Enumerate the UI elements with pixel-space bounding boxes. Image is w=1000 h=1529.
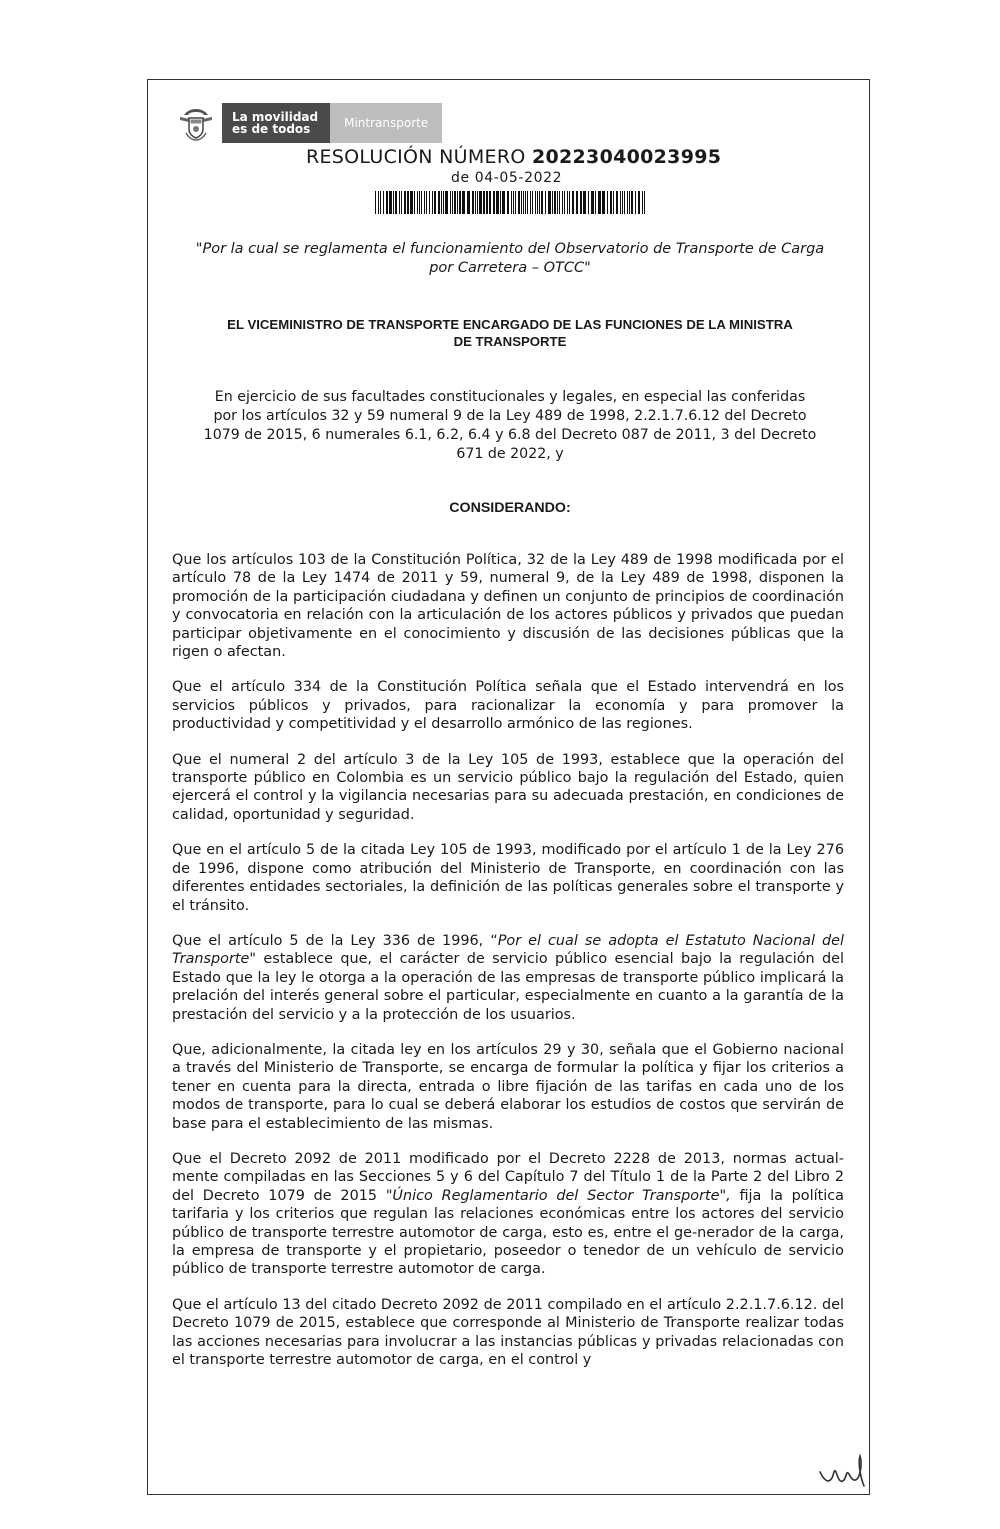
barcode-bar (518, 191, 520, 214)
barcode-bar (507, 191, 509, 214)
barcode-bar (457, 191, 458, 214)
barcode-bar (438, 191, 440, 214)
barcode-bar (541, 191, 543, 214)
paragraph-4: Que en el artículo 5 de la citada Ley 105 de 1993, modificado por el artículo 1 de la Ley 276 de 1996, dispone como atribución del Ministerio de Transporte, en coordinación con las diferentes entidades sectoriales, la definición de las políticas generales sobre el transporte y el tránsito. (172, 842, 844, 914)
resolution-label: RESOLUCIÓN NÚMERO (306, 146, 526, 168)
barcode-bar (475, 191, 476, 214)
barcode-bar (502, 191, 505, 214)
barcode-bar (562, 191, 563, 214)
barcode-bar (483, 191, 485, 214)
barcode-bar (567, 191, 568, 214)
powers-line-4: 671 de 2022, y (456, 446, 564, 462)
barcode-bar (395, 191, 397, 214)
brand-line-1: La movilidad (232, 110, 319, 124)
barcode-bar (602, 191, 605, 214)
barcode-bar (410, 191, 413, 214)
barcode-bar (500, 191, 501, 214)
barcode-bar (477, 191, 478, 214)
barcode-bar (421, 191, 422, 214)
subject-line-1: "Por la cual se reglamenta el funcionamiento del Observatorio de Transporte de Carga (195, 241, 825, 257)
barcode-icon (375, 191, 647, 214)
brand-line-2: es de todos (232, 122, 311, 136)
considering-heading: CONSIDERANDO: (449, 500, 571, 516)
coat-of-arms-icon (176, 103, 216, 143)
barcode-bar (404, 191, 406, 214)
barcode-bar (552, 191, 553, 214)
powers-line-3: 1079 de 2015, 6 numerales 6.1, 6.2, 6.4 y 6.8 del Decreto 087 de 2011, 3 del Decreto (203, 427, 817, 443)
paragraph-8: Que el artículo 13 del citado Decreto 2092 de 2011 compilado en el artículo 2.2.1.7.6.12. del Decreto 1079 de 2015, establece que corresponde al Ministerio de Transporte realizar todas las acciones necesarias para involucrar a las instancias públicas y privadas relacionadas con el transporte terrestre automotor de carga, en el control y (172, 1296, 844, 1369)
paragraph-5-quote: Por el cual se adopta el Estatuto Nacional del Transporte" (172, 932, 845, 968)
barcode-bar (539, 191, 540, 214)
powers-line-1: En ejercicio de sus facultades constitucionales y legales, en especial las conferidas (214, 389, 806, 405)
barcode-bar (452, 191, 453, 214)
barcode-bar (417, 191, 418, 214)
barcode-bar (610, 191, 612, 214)
barcode-bar (383, 191, 384, 214)
powers-line-2: por los artículos 32 y 59 numeral 9 de la Ley 489 de 1998, 2.2.1.7.6.12 del Decreto (213, 408, 807, 424)
paragraph-2: Que el artículo 334 de la Constitución Política señala que el Estado intervendrá en los servicios públicos y privados, para racionalizar la economía y para promover la productividad y competitividad y el desarrollo armónico de las regiones. (172, 679, 844, 733)
brand-badge (222, 103, 330, 143)
paragraph-3: Que el numeral 2 del artículo 3 de la Ley 105 de 1993, establece que la operación del transporte público en Colombia es un servicio público bajo la regulación del Estado, quien ejercerá el control y la vigilancia necesarias para su adecuada prestación, en condiciones de calidad, oportunidad y seguridad. (172, 751, 844, 823)
barcode-bar (467, 191, 470, 214)
barcode-bar (389, 191, 392, 214)
barcode-bar (493, 191, 495, 214)
barcode-bar (530, 191, 531, 214)
barcode-bar (434, 191, 436, 214)
barcode-bar (459, 191, 461, 214)
barcode-bar (521, 191, 522, 214)
barcode-bar (548, 191, 551, 214)
barcode-bar (607, 191, 608, 214)
barcode-bar (545, 191, 546, 214)
barcode-bar (591, 191, 594, 214)
barcode-bar (511, 191, 512, 214)
barcode-bar (554, 191, 556, 214)
barcode-bar (532, 191, 533, 214)
barcode-bar (559, 191, 560, 214)
barcode-bar (557, 191, 558, 214)
barcode-bar (616, 191, 618, 214)
resolution-date: de 04-05-2022 (451, 170, 563, 186)
ministry-name: Mintransporte (344, 116, 429, 130)
barcode-bar (399, 191, 400, 214)
barcode-bar (450, 191, 451, 214)
barcode-bar (380, 191, 381, 214)
barcode-bar (588, 191, 589, 214)
barcode-bar (401, 191, 402, 214)
barcode-bar (432, 191, 433, 214)
barcode-bar (583, 191, 586, 214)
barcode-bar (443, 191, 444, 214)
barcode-bar (375, 191, 376, 214)
barcode-bar (489, 191, 491, 214)
barcode-bar (462, 191, 465, 214)
barcode-bar (635, 191, 636, 214)
barcode-bar (486, 191, 488, 214)
issuing-authority (170, 316, 850, 350)
barcode-bar (642, 191, 643, 214)
barcode-bar (537, 191, 538, 214)
barcode-bar (631, 191, 633, 214)
header-logo (176, 103, 442, 143)
barcode-bar (386, 191, 388, 214)
barcode-bar (620, 191, 621, 214)
barcode-bar (535, 191, 536, 214)
barcode-bar (638, 191, 640, 214)
resolution-title (306, 146, 726, 168)
barcode-bar (513, 191, 514, 214)
barcode-bar (523, 191, 524, 214)
resolution-number: 20223040023995 (531, 146, 722, 168)
paragraph-5-end: establece que, el carácter de servicio público esencial bajo la regulación del Estado que la ley le otorga a la operación de las empresas de transporte público implicará la prelación del interés general sobre el particular, especialmente en cuanto a la garantía de la prestación del servicio y a la protección de los usuarios. (172, 951, 844, 1023)
paragraph-6: Que, adicionalmente, la citada ley en los artículos 29 y 30, señala que el Gobierno nacional a través del Ministerio de Transporte, se encarga de formular la política y fijar los criterios a tener en cuenta para la directa, entrada o libre fijación de las tarifas en cada uno de los modos de transporte, para lo cual se deberá elaborar los estudios de costos que servirán de base para el establecimiento de las mismas. (172, 1041, 844, 1132)
barcode-bar (445, 191, 448, 214)
barcode-bar (419, 191, 420, 214)
barcode-bar (629, 191, 630, 214)
paragraph-7-quote: "Único Reglamentario del Sector Transporte", (385, 1187, 731, 1204)
paragraph-5-start: Que el artículo 5 de la Ley 336 de 1996, “ (172, 932, 498, 949)
barcode-bar (393, 191, 394, 214)
barcode-bar (407, 191, 409, 214)
barcode-bar (595, 191, 596, 214)
barcode-bar (598, 191, 601, 214)
barcode-bar (378, 191, 379, 214)
authority-line-1: EL VICEMINISTRO DE TRANSPORTE ENCARGADO DE LAS FUNCIONES DE LA MINISTRA (227, 317, 793, 332)
paragraph-7 (172, 1150, 844, 1279)
barcode-bar (515, 191, 516, 214)
barcode-bar (479, 191, 482, 214)
barcode-bar (613, 191, 614, 214)
paragraph-7-start: Que el Decreto 2092 de 2011 modificado por el Decreto 2228 de 2013, normas actual-mente compiladas en las Secciones 5 y 6 del Capítulo 7 del Título 1 de la Parte 2 del Libro 2 del Decreto 1079 de 2015 (172, 1150, 844, 1204)
ministry-badge (330, 103, 442, 143)
barcode-bar (472, 191, 474, 214)
barcode-bar (426, 191, 427, 214)
barcode-bar (429, 191, 430, 214)
barcode-bar (441, 191, 442, 214)
barcode-bar (576, 191, 578, 214)
barcode-bar (569, 191, 570, 214)
paragraph-5 (172, 932, 844, 1024)
barcode-bar (424, 191, 425, 214)
authority-line-2: DE TRANSPORTE (453, 334, 567, 349)
body-text (172, 551, 844, 1386)
barcode-bar (564, 191, 565, 214)
paragraph-7-end: fija la política tarifaria y los criterios que regulan las relaciones económicas entre los actores del servicio público de transporte terrestre automotor de carga, esto es, entre el ge-nerador de la carga, la empresa de transporte y el propietario, poseedor o tenedor de un vehículo de servicio público de transporte terrestre automotor de carga. (172, 1187, 844, 1278)
resolution-subject (172, 240, 848, 278)
barcode-bar (414, 191, 415, 214)
barcode-bar (622, 191, 623, 214)
paragraph-1: Que los artículos 103 de la Constitución Política, 32 de la Ley 489 de 1998 modificada por el artículo 78 de la Ley 1474 de 2011 y 59, numeral 9, de la Ley 489 de 1998, disponen la promoción de la participación ciudadana y definen un conjunto de principios de coordinación y convocatoria en relación con la articulación de los actores públicos y privados que puedan participar objetivamente en el conocimiento y discusión de las decisiones públicas que la rigen o afectan. (172, 552, 844, 661)
barcode-bar (627, 191, 628, 214)
barcode-bar (644, 191, 645, 214)
barcode-bar (624, 191, 625, 214)
barcode-bar (572, 191, 574, 214)
barcode-bar (525, 191, 526, 214)
legal-powers (172, 388, 848, 464)
barcode-bar (454, 191, 456, 214)
barcode-bar (527, 191, 528, 214)
barcode-bar (496, 191, 499, 214)
barcode-bar (580, 191, 582, 214)
subject-line-2: por Carretera – OTCC" (429, 260, 591, 276)
signature-initials-icon (816, 1450, 868, 1490)
